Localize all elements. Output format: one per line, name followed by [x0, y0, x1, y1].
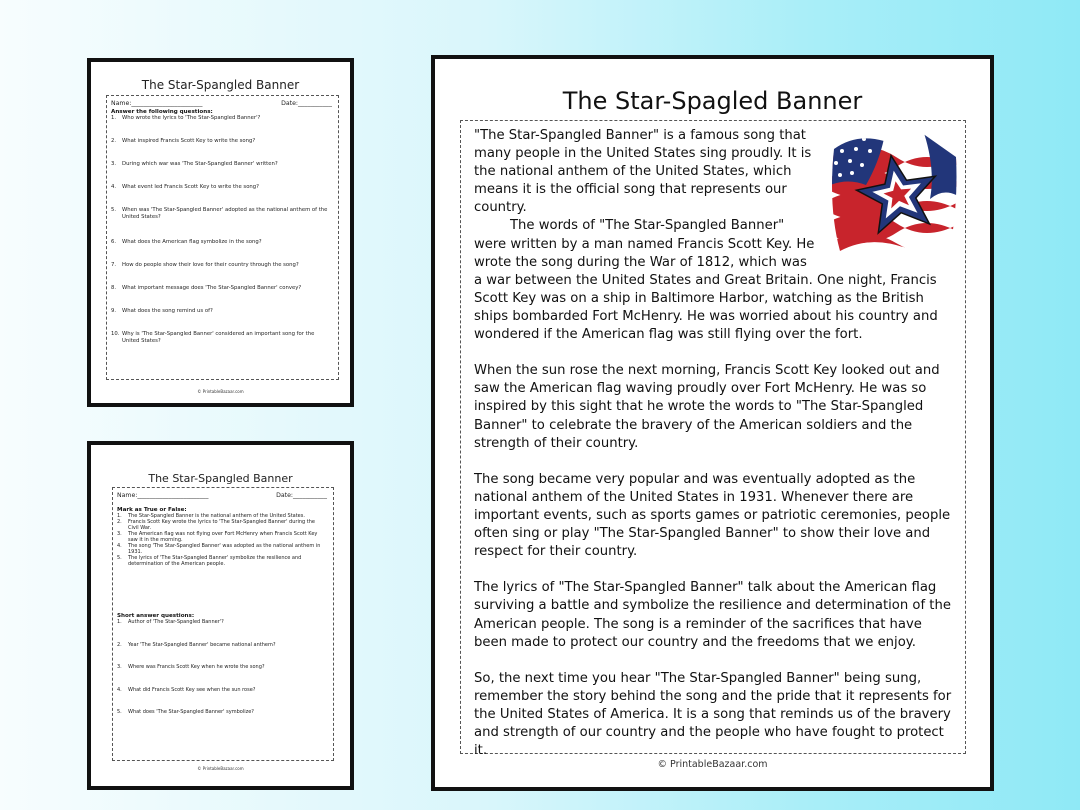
- short-answer-item: 4. What did Francis Scott Key see when the sun rose?: [117, 686, 256, 693]
- short-answer-list: [113, 619, 333, 732]
- name-field-label: Name:_______________________: [111, 100, 203, 107]
- worksheet-questions-page: [87, 58, 354, 407]
- short-answer-item: 5. What does 'The Star-Spangled Banner' symbolize?: [117, 709, 254, 715]
- question-item: 7. How do people show their love for their country through the song?: [111, 262, 299, 268]
- true-false-item: 1. The Star-Spangled Banner is the national anthem of the United States.: [117, 513, 305, 519]
- passage-paragraph: The words of "The Star-Spangled Banner" were written by a man named Francis Scott Key. He wrote the song during the War of 1812, which was a war between the United States and Great Britain. One night, Francis Scott Key was on a ship in Baltimore Harbor, watching as the British ships bombarded Fort McHenry. He was worried about his country and wondered if the American flag was still flying over the fort.: [474, 218, 938, 343]
- true-false-item: 5. The lyrics of 'The Star-Spangled Banner' symbolize the resilience and determination of the American people.: [117, 555, 302, 567]
- short-answer-item: 2. Year 'The Star-Spangled Banner' became national anthem?: [117, 641, 276, 648]
- worksheet-true-false-page: [87, 441, 354, 790]
- reading-passage-page: [431, 55, 994, 791]
- date-field-label: Date:___________: [276, 492, 327, 499]
- question-item: 4. What event led Francis Scott Key to write the song?: [111, 184, 259, 190]
- short-answer-item: 1. Author of 'The Star-Spangled Banner'?: [117, 619, 224, 625]
- name-field-label: Name:_______________________: [117, 492, 209, 499]
- passage-body: [474, 127, 954, 778]
- question-item: 3. During which war was 'The Star-Spangled Banner' written?: [111, 161, 278, 167]
- passage-paragraph: The song became very popular and was eventually adopted as the national anthem of the United States in 1931. Whenever there are important events, such as sports games or patriotic ceremonies, people often sing or play "The Star-Spangled Banner" to show their love and respect for their country.: [474, 471, 951, 560]
- worksheet-dashed-frame: [106, 95, 339, 380]
- copyright-footer: © PrintableBazaar.com: [197, 766, 244, 771]
- passage-title: The Star-Spagled Banner: [562, 87, 863, 115]
- american-flag-star-illustration: [826, 127, 960, 257]
- question-item: 9. What does the song remind us of?: [111, 308, 213, 314]
- true-false-heading: Mark as True or False:: [117, 507, 187, 513]
- short-answer-item: 3. Where was Francis Scott Key when he wrote the song?: [117, 664, 265, 670]
- passage-paragraph: When the sun rose the next morning, Francis Scott Key looked out and saw the American flag waving proudly over Fort McHenry. He was so inspired by this sight that he wrote the words to "The Star-Spangled Banner" to celebrate the bravery of the American soldiers and the strength of their country.: [474, 363, 940, 451]
- question-item: 1. Who wrote the lyrics to 'The Star-Spangled Banner'?: [111, 115, 261, 121]
- question-item: 2. What inspired Francis Scott Key to write the song?: [111, 138, 256, 144]
- worksheet-title: The Star-Spangled Banner: [141, 78, 300, 92]
- copyright-footer: © PrintableBazaar.com: [657, 759, 768, 770]
- question-list: [107, 115, 338, 363]
- passage-dashed-frame: [460, 120, 966, 759]
- true-false-item: 3. The American flag was not flying over Fort McHenry when Francis Scott Key saw it in the morning.: [117, 531, 318, 543]
- true-false-list: [113, 513, 333, 567]
- true-false-item: 4. The song 'The Star-Spangled Banner' was adopted as the national anthem in 1931.: [117, 543, 321, 555]
- name-date-row: [113, 488, 333, 499]
- name-date-row: [107, 96, 338, 107]
- question-item: 8. What important message does 'The Star-Spangled Banner' convey?: [111, 285, 302, 291]
- question-item: 10. Why is 'The Star-Spangled Banner' considered an important song for the United States?: [111, 331, 315, 344]
- short-answer-heading: Short answer questions:: [117, 613, 195, 619]
- passage-paragraph: So, the next time you hear "The Star-Spangled Banner" being sung, remember the story behind the song and the pride that it represents for the United States of America. It is a song that reminds us of the bravery and strength of our country and the people who have fought to protect it.: [474, 670, 952, 759]
- question-item: 6. What does the American flag symbolize in the song?: [111, 239, 262, 245]
- section-heading: Answer the following questions:: [111, 109, 213, 115]
- worksheet-title: The Star-Spangled Banner: [148, 472, 293, 485]
- question-item: 5. When was 'The Star-Spangled Banner' adopted as the national anthem of the United States?: [111, 207, 328, 220]
- copyright-footer: © PrintableBazaar.com: [197, 389, 244, 394]
- true-false-item: 2. Francis Scott Key wrote the lyrics to 'The Star-Spangled Banner' during the Civil War.: [117, 519, 315, 531]
- worksheet-dashed-frame: [112, 487, 334, 761]
- passage-paragraph: The lyrics of "The Star-Spangled Banner" talk about the American flag surviving a battle and symbolize the resilience and determination of the American people. The song is a reminder of the sacrifices that have been made to protect our country and the freedoms that we enjoy.: [474, 580, 951, 650]
- date-field-label: Date:___________: [281, 100, 332, 107]
- passage-paragraph: "The Star-Spangled Banner" is a famous song that many people in the United States sing proudly. It is the national anthem of the United States, which means it is the official song that represents our country.: [474, 128, 812, 216]
